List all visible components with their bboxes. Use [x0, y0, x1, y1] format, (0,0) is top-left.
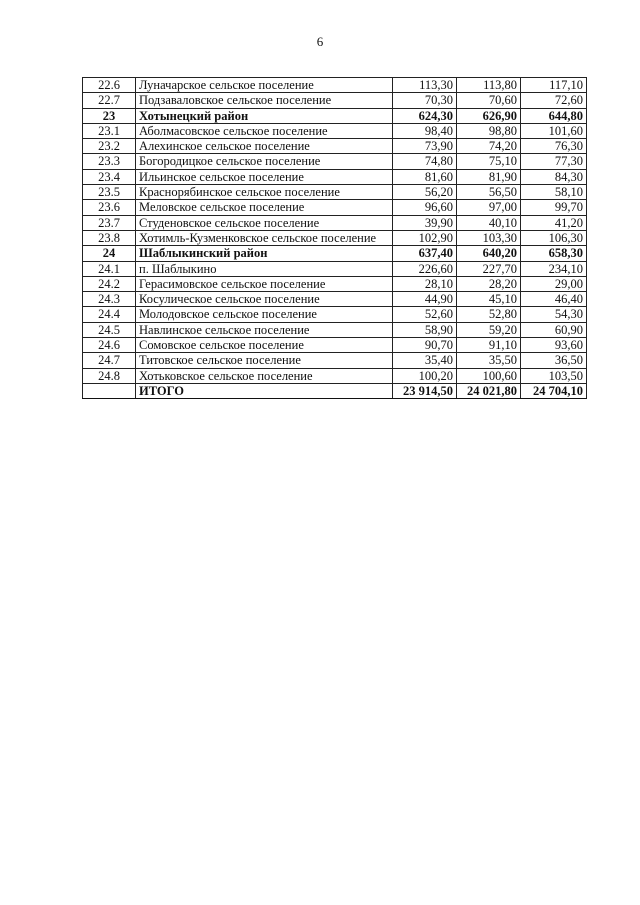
row-value-1: 52,60: [393, 307, 457, 322]
row-value-1: 73,90: [393, 139, 457, 154]
table-row: [83, 322, 587, 337]
row-value-3: 36,50: [521, 353, 587, 368]
row-number: 24.3: [83, 292, 136, 307]
table-row: [83, 338, 587, 353]
row-number: 23.3: [83, 154, 136, 169]
row-value-2: 100,60: [457, 368, 521, 383]
row-value-3: 72,60: [521, 93, 587, 108]
total-row-number: [83, 383, 136, 398]
total-row-value-2: 24 021,80: [457, 383, 521, 398]
row-value-3: 76,30: [521, 139, 587, 154]
row-value-2: 70,60: [457, 93, 521, 108]
row-value-2: 640,20: [457, 246, 521, 261]
row-value-1: 56,20: [393, 185, 457, 200]
row-value-2: 98,80: [457, 123, 521, 138]
row-number: 22.7: [83, 93, 136, 108]
row-number: 23.4: [83, 169, 136, 184]
table-row: [83, 353, 587, 368]
row-value-3: 658,30: [521, 246, 587, 261]
row-value-2: 45,10: [457, 292, 521, 307]
row-value-3: 58,10: [521, 185, 587, 200]
row-value-2: 59,20: [457, 322, 521, 337]
table-row: [83, 230, 587, 245]
row-value-3: 93,60: [521, 338, 587, 353]
row-number: 24.1: [83, 261, 136, 276]
table-row: [83, 200, 587, 215]
row-number: 24.6: [83, 338, 136, 353]
row-value-1: 96,60: [393, 200, 457, 215]
row-value-3: 644,80: [521, 108, 587, 123]
total-row-value-1: 23 914,50: [393, 383, 457, 398]
row-value-3: 99,70: [521, 200, 587, 215]
row-number: 24: [83, 246, 136, 261]
row-value-2: 113,80: [457, 78, 521, 93]
row-value-2: 74,20: [457, 139, 521, 154]
row-number: 23.2: [83, 139, 136, 154]
row-value-3: 117,10: [521, 78, 587, 93]
row-value-2: 626,90: [457, 108, 521, 123]
row-name: Хотынецкий район: [136, 108, 393, 123]
row-name: Титовское сельское поселение: [136, 353, 393, 368]
row-number: 24.5: [83, 322, 136, 337]
row-value-1: 44,90: [393, 292, 457, 307]
row-name: Луначарское сельское поселение: [136, 78, 393, 93]
table-row: [83, 292, 587, 307]
row-value-3: 234,10: [521, 261, 587, 276]
row-number: 24.7: [83, 353, 136, 368]
row-name: Косуличеcкое сельское поселение: [136, 292, 393, 307]
row-value-1: 113,30: [393, 78, 457, 93]
row-value-1: 226,60: [393, 261, 457, 276]
table-row: [83, 123, 587, 138]
row-name: Герасимовское сельское поселение: [136, 276, 393, 291]
row-value-2: 40,10: [457, 215, 521, 230]
row-value-2: 103,30: [457, 230, 521, 245]
row-value-1: 637,40: [393, 246, 457, 261]
row-value-3: 41,20: [521, 215, 587, 230]
row-value-1: 28,10: [393, 276, 457, 291]
table-row: [83, 185, 587, 200]
table-row: [83, 261, 587, 276]
row-number: 22.6: [83, 78, 136, 93]
row-number: 24.2: [83, 276, 136, 291]
row-name: п. Шаблыкино: [136, 261, 393, 276]
row-value-2: 91,10: [457, 338, 521, 353]
row-value-1: 624,30: [393, 108, 457, 123]
row-number: 23.8: [83, 230, 136, 245]
row-name: Хотимль-Кузменковское сельское поселение: [136, 230, 393, 245]
row-value-2: 81,90: [457, 169, 521, 184]
table-row: [83, 93, 587, 108]
row-value-1: 39,90: [393, 215, 457, 230]
row-value-2: 227,70: [457, 261, 521, 276]
row-value-1: 100,20: [393, 368, 457, 383]
row-name: Краснорябинское сельское поселение: [136, 185, 393, 200]
row-value-1: 102,90: [393, 230, 457, 245]
budget-table: [82, 77, 587, 399]
row-value-3: 46,40: [521, 292, 587, 307]
row-value-3: 60,90: [521, 322, 587, 337]
row-value-3: 77,30: [521, 154, 587, 169]
table-row: [83, 154, 587, 169]
table-row: [83, 139, 587, 154]
row-value-2: 28,20: [457, 276, 521, 291]
row-value-2: 52,80: [457, 307, 521, 322]
row-number: 23.1: [83, 123, 136, 138]
table-row: [83, 78, 587, 93]
row-name: Хотьковское сельское поселение: [136, 368, 393, 383]
row-value-1: 35,40: [393, 353, 457, 368]
row-value-3: 84,30: [521, 169, 587, 184]
row-value-1: 70,30: [393, 93, 457, 108]
row-value-2: 97,00: [457, 200, 521, 215]
row-value-2: 75,10: [457, 154, 521, 169]
district-row: [83, 108, 587, 123]
row-name: Аболмасовское сельское поселение: [136, 123, 393, 138]
row-number: 23.7: [83, 215, 136, 230]
row-name: Подзаваловское сельское поселение: [136, 93, 393, 108]
row-value-2: 56,50: [457, 185, 521, 200]
row-value-3: 103,50: [521, 368, 587, 383]
row-value-3: 54,30: [521, 307, 587, 322]
row-number: 23.5: [83, 185, 136, 200]
row-number: 23.6: [83, 200, 136, 215]
row-value-1: 58,90: [393, 322, 457, 337]
row-number: 24.4: [83, 307, 136, 322]
row-name: Молодовское сельское поселение: [136, 307, 393, 322]
row-value-1: 81,60: [393, 169, 457, 184]
row-value-3: 101,60: [521, 123, 587, 138]
row-number: 23: [83, 108, 136, 123]
row-value-1: 90,70: [393, 338, 457, 353]
table-row: [83, 276, 587, 291]
table-row: [83, 215, 587, 230]
table-row: [83, 368, 587, 383]
row-name: Алехинское сельское поселение: [136, 139, 393, 154]
table-row: [83, 307, 587, 322]
row-value-3: 29,00: [521, 276, 587, 291]
table-body: [83, 78, 587, 399]
row-value-3: 106,30: [521, 230, 587, 245]
row-number: 24.8: [83, 368, 136, 383]
row-value-2: 35,50: [457, 353, 521, 368]
row-name: Ильинское сельское поселение: [136, 169, 393, 184]
row-name: Навлинское сельское поселение: [136, 322, 393, 337]
district-row: [83, 246, 587, 261]
total-row-value-3: 24 704,10: [521, 383, 587, 398]
table-row: [83, 169, 587, 184]
row-value-1: 98,40: [393, 123, 457, 138]
row-value-1: 74,80: [393, 154, 457, 169]
row-name: Студеновское сельское поселение: [136, 215, 393, 230]
row-name: Меловское сельское поселение: [136, 200, 393, 215]
page-number: 6: [316, 34, 324, 49]
row-name: Шаблыкинский район: [136, 246, 393, 261]
total-row: [83, 383, 587, 398]
row-name: Богородицкое сельское поселение: [136, 154, 393, 169]
row-name: Сомовское сельское поселение: [136, 338, 393, 353]
total-row-name: ИТОГО: [136, 383, 393, 398]
